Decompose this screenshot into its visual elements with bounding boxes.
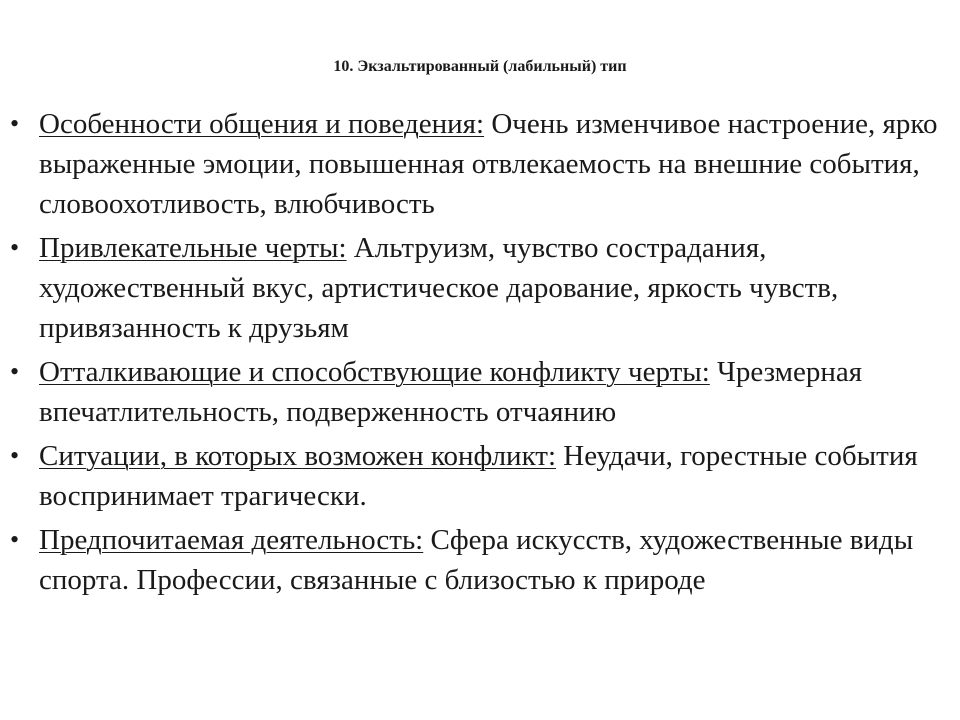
item-text: Сфера искусств, художественные виды спорта. Профессии, связанные с близостью к природе: [39, 524, 914, 596]
item-text: Очень изменчивое настроение, ярко выраженные эмоции, повышенная отвлекаемость на внешние события, словоохотливость, влюбчивость: [39, 108, 938, 220]
bullet-icon: •: [10, 109, 20, 138]
bullet-list: [0, 104, 960, 604]
list-item-communication: [0, 104, 960, 224]
list-item-conflict-situations: [0, 436, 960, 516]
bullet-icon: •: [10, 525, 20, 554]
slide-title: 10. Экзальтированный (лабильный) тип: [333, 58, 627, 75]
list-item-attractive-traits: [0, 228, 960, 348]
item-label: Привлекательные черты:: [39, 232, 347, 264]
item-label: Предпочитаемая деятельность:: [39, 524, 424, 556]
item-label: Особенности общения и поведения:: [39, 108, 485, 140]
list-item-preferred-activity: [0, 520, 960, 600]
item-label: Ситуации, в которых возможен конфликт:: [39, 440, 557, 472]
bullet-icon: •: [10, 441, 20, 470]
item-text: Чрезмерная впечатлительность, подверженность отчаянию: [39, 356, 863, 428]
item-text: Альтруизм, чувство сострадания, художественный вкус, артистическое дарование, яркость чувств, привязанность к друзьям: [39, 232, 839, 344]
item-text: Неудачи, горестные события воспринимает трагически.: [39, 440, 918, 512]
bullet-icon: •: [10, 233, 20, 262]
bullet-icon: •: [10, 357, 20, 386]
list-item-repelling-traits: [0, 352, 960, 432]
item-label: Отталкивающие и способствующие конфликту черты:: [39, 356, 710, 388]
